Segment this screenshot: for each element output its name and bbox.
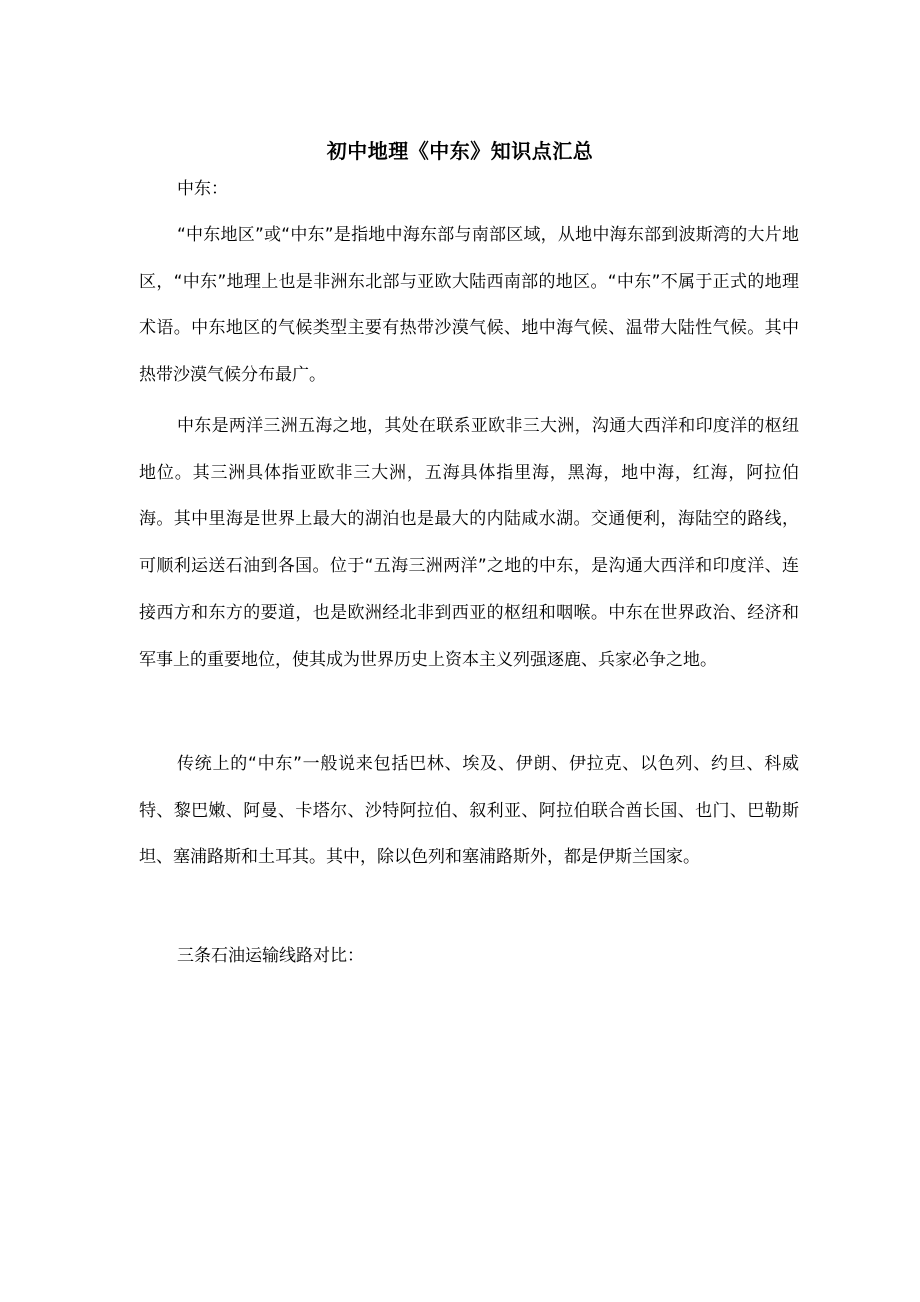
page-title: 初中地理《中东》知识点汇总 (326, 139, 594, 164)
paragraph-countries: 传统上的“中东”一般说来包括巴林、埃及、伊朗、伊拉克、以色列、约旦、科威特、黎巴嫩、阿曼、卡塔尔、沙特阿拉伯、叙利亚、阿拉伯联合酋长国、也门、巴勒斯坦、塞浦路斯和土耳其。其中，除以色列和塞浦路斯外，都是伊斯兰国家。 (139, 754, 799, 868)
paragraph-heading-middle-east: 中东： (177, 179, 228, 199)
paragraph-location: 中东是两洋三洲五海之地，其处在联系亚欧非三大洲，沟通大西洋和印度洋的枢纽地位。其三洲具体指亚欧非三大洲，五海具体指里海，黑海，地中海，红海，阿拉伯海。其中里海是世界上最大的湖泊也是最大的内陆咸水湖。交通便利，海陆空的路线，可顺利运送石油到各国。位于“五海三洲两洋”之地的中东，是沟通大西洋和印度洋、连接西方和东方的要道，也是欧洲经北非到西亚的枢纽和咽喉。中东在世界政治、经济和军事上的重要地位，使其成为世界历史上资本主义列强逐鹿、兵家必争之地。 (139, 416, 799, 670)
paragraph-oil-routes-heading: 三条石油运输线路对比： (177, 946, 364, 966)
paragraph-definition: “中东地区”或“中东”是指地中海东部与南部区域，从地中海东部到波斯湾的大片地区，“中东”地理上也是非洲东北部与亚欧大陆西南部的地区。“中东”不属于正式的地理术语。中东地区的气候类型主要有热带沙漠气候、地中海气候、温带大陆性气候。其中热带沙漠气候分布最广。 (139, 225, 799, 386)
